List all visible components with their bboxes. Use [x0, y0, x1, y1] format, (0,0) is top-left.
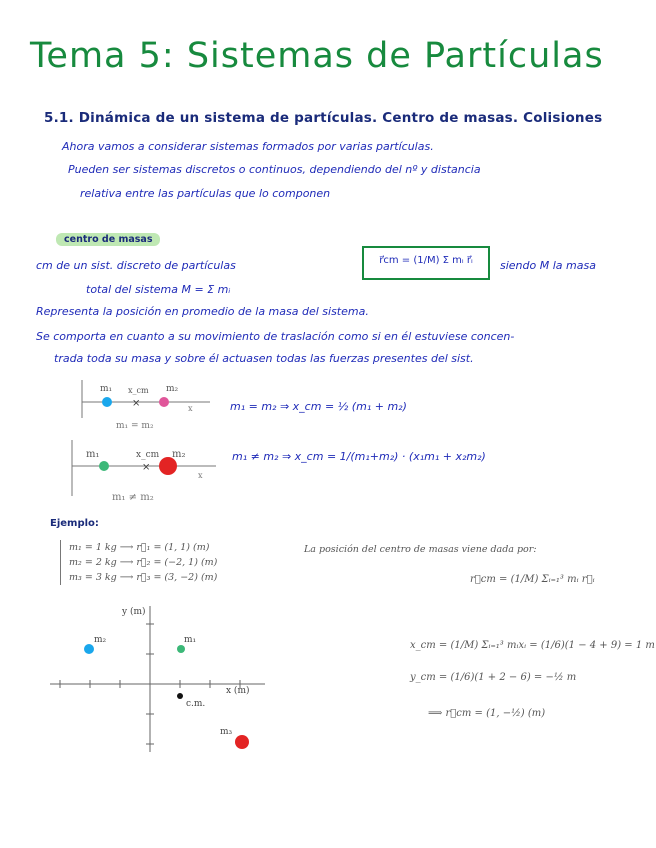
cm-text-3: total del sistema M = Σ mᵢ: [86, 283, 231, 296]
example-line-3: m₃ = 3 kg ⟶ r⃗₃ = (3, −2) (m): [69, 572, 218, 583]
label-m2: m₂: [166, 384, 179, 394]
label-m1: m₁: [86, 449, 100, 460]
example-data: [60, 540, 217, 585]
label-xcm: x_cm: [136, 450, 160, 460]
diagram2-note: m₁ ≠ m₂ ⇒ x_cm = 1/(m₁+m₂) · (x₁m₁ + x₂m₂): [232, 450, 486, 463]
page-title: Tema 5: Sistemas de Partículas: [30, 36, 604, 76]
cm-formula-box: [362, 246, 490, 280]
cm-formula: r⃗cm = (1/M) Σ mᵢ r⃗ᵢ: [379, 255, 473, 266]
intro-line-2: Pueden ser sistemas discretos o continuos, dependiendo del nº y distancia: [68, 163, 481, 176]
example-line-1: m₁ = 1 kg ⟶ r⃗₁ = (1, 1) (m): [69, 542, 210, 553]
label-m1: m₁: [100, 384, 113, 394]
plot-xlabel: x (m): [226, 686, 250, 696]
diagram1-note: m₁ = m₂ ⇒ x_cm = ½ (m₁ + m₂): [230, 400, 407, 413]
solution-xcm: x_cm = (1/M) Σᵢ₌₁³ mᵢxᵢ = (1/6)(1 − 4 + 9) = 1 m: [410, 640, 655, 651]
solution-formula: r⃗cm = (1/M) Σᵢ₌₁³ mᵢ r⃗ᵢ: [470, 574, 595, 585]
example-line-2: m₂ = 2 kg ⟶ r⃗₂ = (−2, 1) (m): [69, 557, 218, 568]
cm-text-1: cm de un sist. discreto de partículas: [36, 259, 236, 272]
mass-1-dot: [99, 461, 109, 471]
label-x: x: [188, 404, 193, 413]
m3-label: m₃: [220, 727, 233, 737]
diagram-unequal-masses: [66, 438, 226, 508]
label-x: x: [198, 471, 203, 480]
section-heading: 5.1. Dinámica de un sistema de partículas. Centro de masas. Colisiones: [44, 110, 603, 126]
plot-ylabel: y (m): [122, 607, 146, 617]
represent-line: Representa la posición en promedio de la masa del sistema.: [36, 305, 369, 318]
m3-point: [235, 735, 249, 749]
mass-1-dot: [102, 397, 112, 407]
caption-equal: m₁ = m₂: [116, 421, 154, 431]
intro-line-1: Ahora vamos a considerar sistemas formados por varias partículas.: [62, 140, 434, 153]
example-plot: [40, 600, 270, 760]
caption-unequal: m₁ ≠ m₂: [112, 492, 154, 503]
solution-intro: La posición del centro de masas viene dada por:: [304, 544, 537, 555]
cm-cross: ×: [132, 398, 141, 409]
cm-point: [177, 693, 183, 699]
highlight-centro-de-masas: centro de masas: [56, 233, 160, 246]
solution-ycm: y_cm = (1/6)(1 + 2 − 6) = −½ m: [410, 672, 577, 683]
cm-cross: ×: [142, 462, 151, 473]
cm-label: c.m.: [186, 699, 206, 709]
intro-line-3: relativa entre las partículas que lo componen: [80, 187, 331, 200]
behaves-line-2: trada toda su masa y sobre él actuasen todas las fuerzas presentes del sist.: [54, 352, 474, 365]
m1-label: m₁: [184, 635, 197, 645]
cm-text-2: siendo M la masa: [500, 259, 596, 272]
m2-point: [84, 644, 94, 654]
diagram-equal-masses: [70, 378, 220, 438]
mass-2-dot: [159, 397, 169, 407]
m2-label: m₂: [94, 635, 107, 645]
behaves-line-1: Se comporta en cuanto a su movimiento de traslación como si en él estuviese concen-: [36, 330, 515, 343]
label-m2: m₂: [172, 449, 186, 460]
label-xcm: x_cm: [128, 386, 149, 395]
solution-result: ⟹ r⃗cm = (1, −½) (m): [428, 708, 546, 719]
example-label: Ejemplo:: [50, 518, 99, 529]
m1-point: [177, 645, 185, 653]
